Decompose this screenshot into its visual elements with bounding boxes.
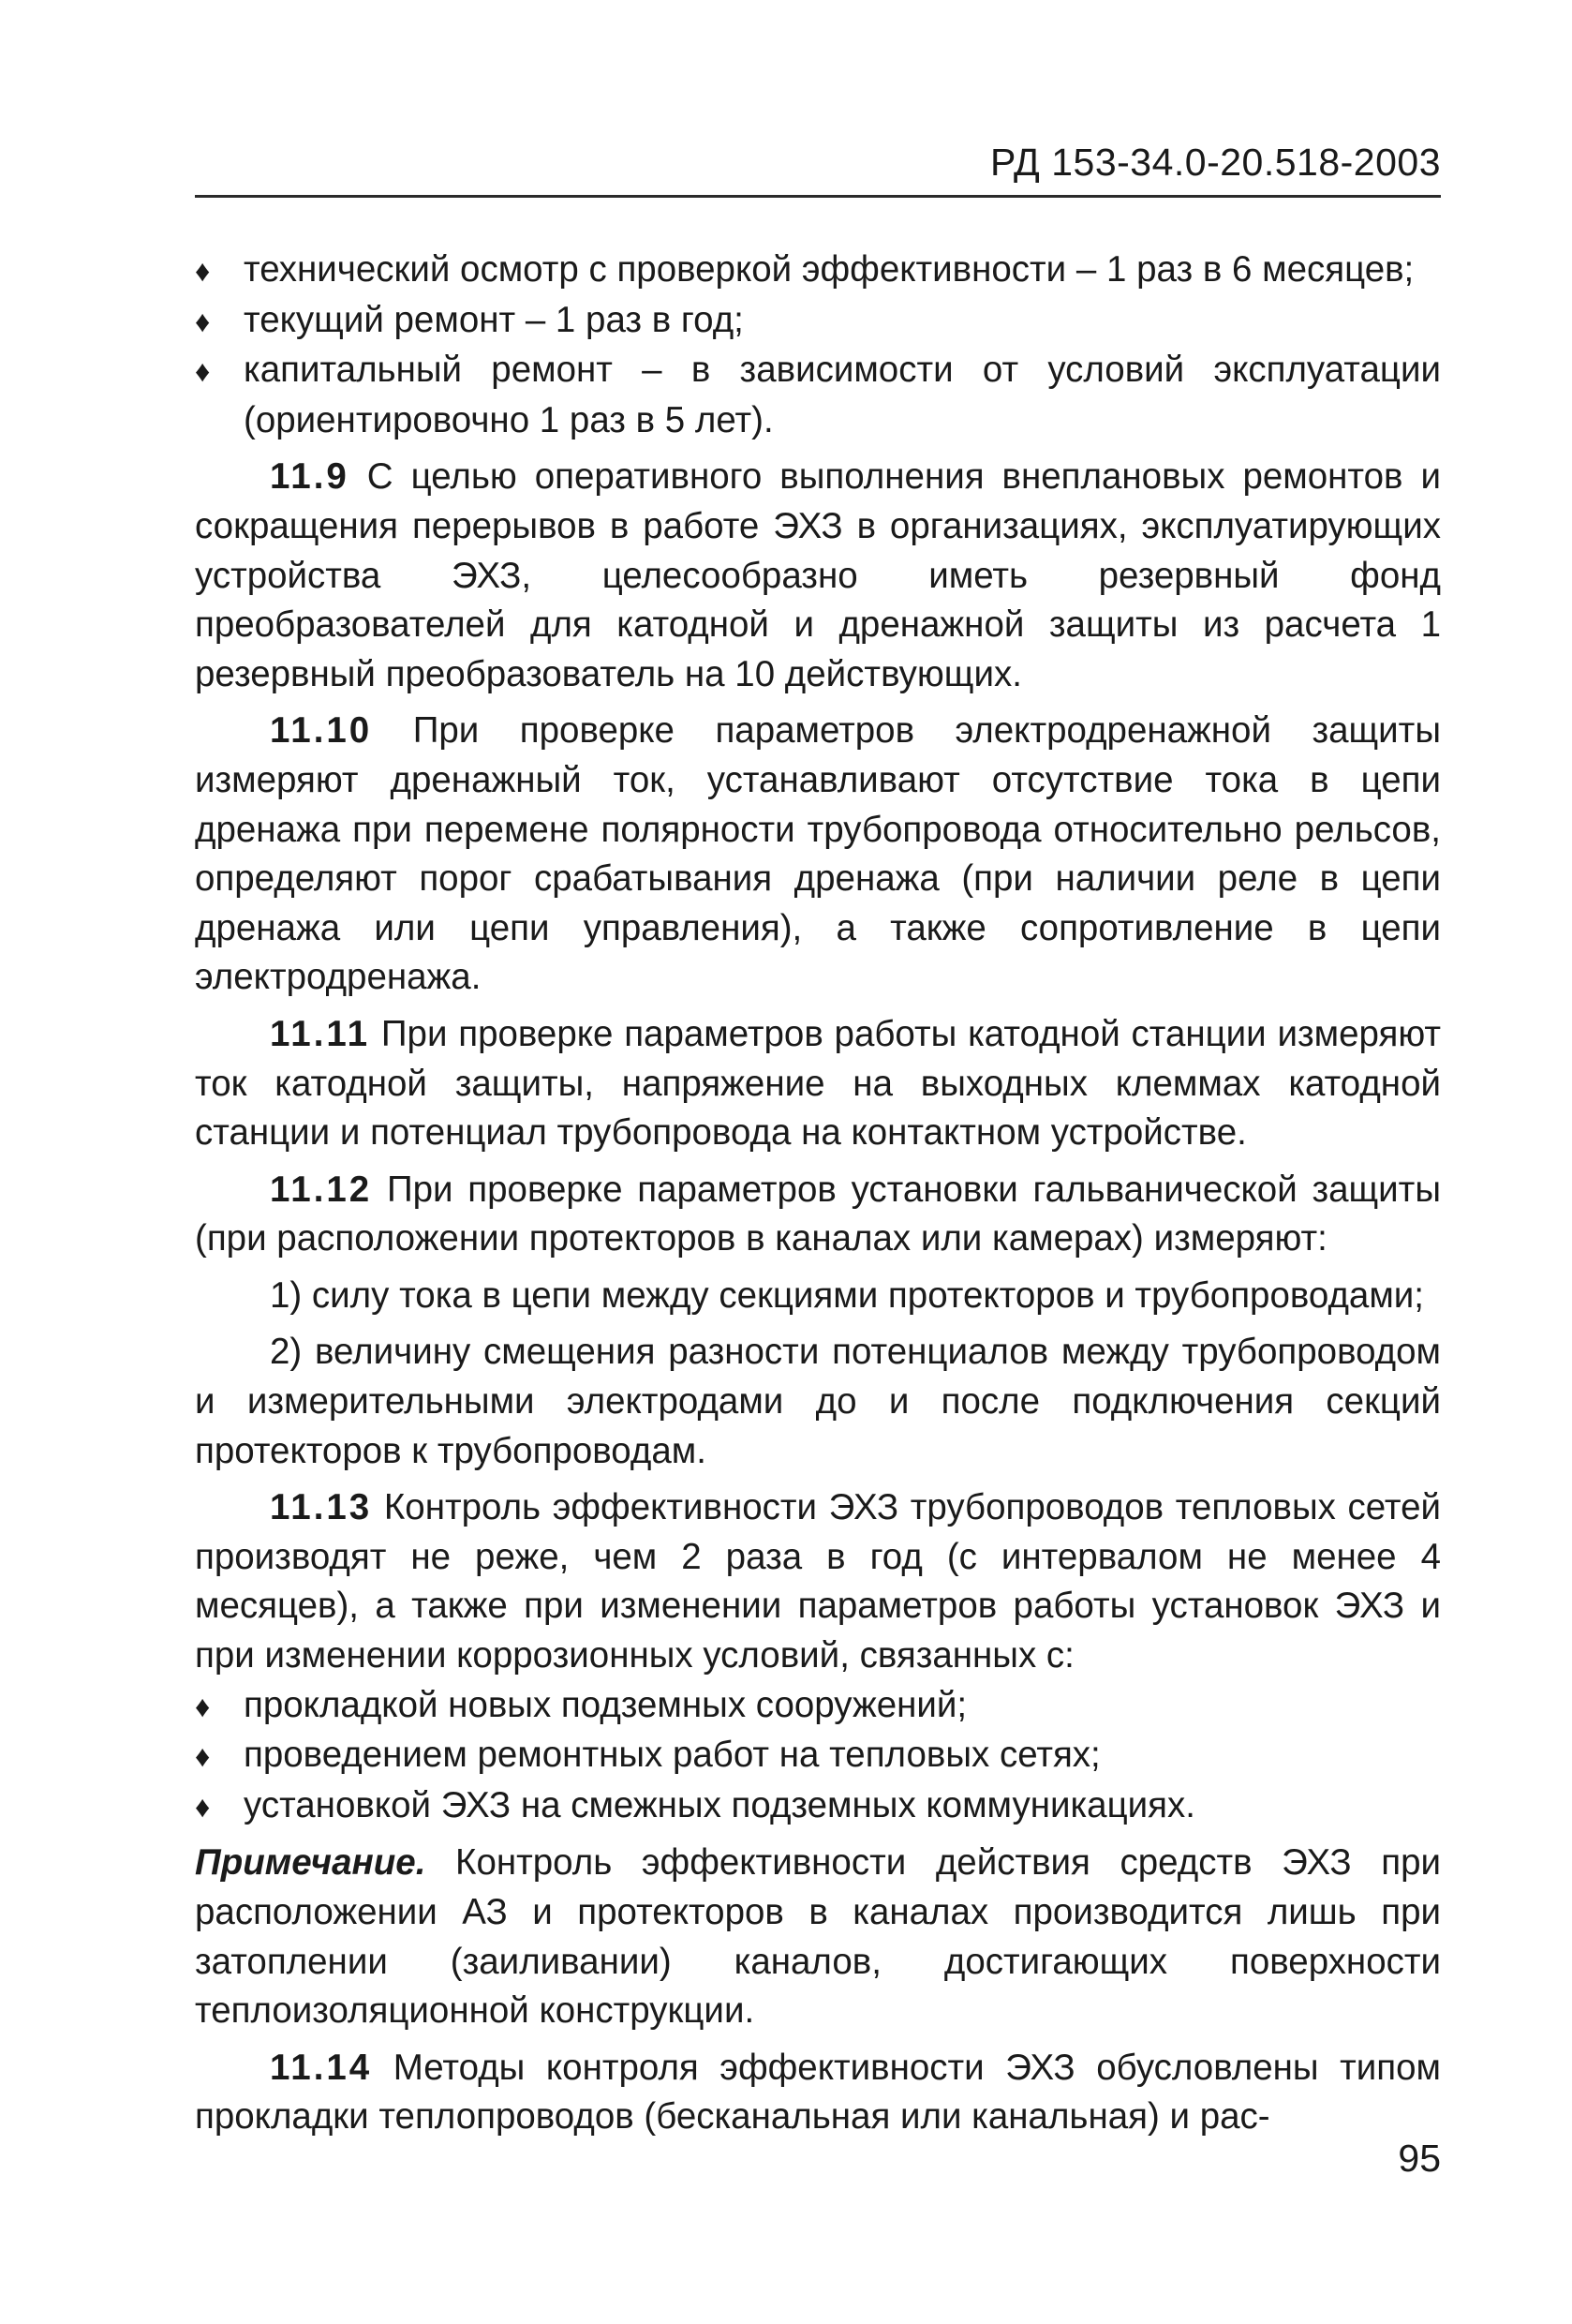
enumerated-item: 2) величину смещения разности потенциалов между трубопроводом и измерительными электродами до и после подключения секций протекторов к трубопроводам. <box>195 1332 1441 1471</box>
clause-text: Методы контроля эффективности ЭХЗ обусловлены типом прокладки теплопроводов (бесканальная или канальная) и рас- <box>195 2047 1441 2138</box>
clause-text: При проверке параметров установки гальванической защиты (при расположении протекторов в каналах или камерах) измеряют: <box>195 1169 1441 1259</box>
paragraph-11-12 <box>195 1166 1441 1264</box>
bullet-item <box>195 346 1441 445</box>
diamond-bullet-icon: ♦ <box>195 1739 211 1774</box>
paragraph-11-14 <box>195 2044 1441 2142</box>
page-header <box>195 141 1441 206</box>
header-divider <box>195 195 1441 198</box>
bullet-text: проведением ремонтных работ на тепловых сетях; <box>244 1735 1101 1776</box>
clause-number: 11.11 <box>270 1013 371 1054</box>
clause-number: 11.14 <box>270 2047 373 2088</box>
clause-text: Контроль эффективности ЭХЗ трубопроводов тепловых сетей производят не реже, чем 2 раза в год (с интервалом не менее 4 месяцев), а также при изменении параметров работы установок ЭХЗ и при изменении коррозионных условий, связанных с: <box>195 1487 1441 1676</box>
bullet-text: текущий ремонт – 1 раз в год; <box>244 299 744 340</box>
diamond-bullet-icon: ♦ <box>195 1689 211 1723</box>
paragraph-11-10 <box>195 707 1441 1003</box>
paragraph-11-9 <box>195 453 1441 699</box>
diamond-bullet-icon: ♦ <box>195 354 211 389</box>
bullet-item <box>195 1681 1441 1732</box>
diamond-bullet-icon: ♦ <box>195 254 211 288</box>
bullet-item <box>195 1731 1441 1781</box>
diamond-bullet-icon: ♦ <box>195 304 211 338</box>
note-text: Контроль эффективности действия средств ЭХЗ при расположении АЗ и протекторов в каналах производится лишь при затоплении (заиливании) каналов, достигающих поверхности теплоизоляционной конструкции. <box>195 1842 1441 2032</box>
clause-text: При проверке параметров электродренажной защиты измеряют дренажный ток, устанавливают отсутствие тока в цепи дренажа при перемене полярности трубопровода относительно рельсов, определяют порог срабатывания дренажа (при наличии реле в цепи дренажа или цепи управления), а также сопротивление в цепи электродренажа. <box>195 710 1441 998</box>
clause-text: С целью оперативного выполнения внеплановых ремонтов и сокращения перерывов в работе ЭХЗ в организациях, эксплуатирующих устройства ЭХЗ, целесообразно иметь резервный фонд преобразователей для катодной и дренажной защиты из расчета 1 резервный преобразователь на 10 действующих. <box>195 456 1441 694</box>
clause-number: 11.10 <box>270 710 373 752</box>
clause-text: При проверке параметров работы катодной станции измеряют ток катодной защиты, напряжение на выходных клеммах катодной станции и потенциал трубопровода на контактном устройстве. <box>195 1013 1441 1154</box>
note-paragraph <box>195 1839 1441 2035</box>
clause-number: 11.12 <box>270 1169 373 1210</box>
bullet-text: прокладкой новых подземных сооружений; <box>244 1684 968 1725</box>
enumerated-item: 1) силу тока в цепи между секциями протекторов и трубопроводами; <box>270 1274 1424 1316</box>
note-label: Примечание. <box>195 1842 426 1884</box>
diamond-bullet-icon: ♦ <box>195 1789 211 1824</box>
paragraph-11-13 <box>195 1483 1441 1680</box>
page-number: 95 <box>1398 2137 1441 2180</box>
clause-number: 11.13 <box>270 1487 373 1528</box>
bullet-item <box>195 1781 1441 1832</box>
bullet-text: технический осмотр с проверкой эффективности – 1 раз в 6 месяцев; <box>244 249 1415 290</box>
paragraph-11-11 <box>195 1010 1441 1158</box>
bullet-text: установкой ЭХЗ на смежных подземных коммуникациях. <box>244 1784 1195 1825</box>
bullet-text: капитальный ремонт – в зависимости от условий эксплуатации (ориентировочно 1 раз в 5 лет). <box>244 350 1441 440</box>
bullet-item <box>195 296 1441 347</box>
page-content <box>195 246 1441 2142</box>
clause-number: 11.9 <box>270 456 349 498</box>
document-code: РД 153-34.0-20.518-2003 <box>989 141 1441 184</box>
bullet-item <box>195 246 1441 296</box>
